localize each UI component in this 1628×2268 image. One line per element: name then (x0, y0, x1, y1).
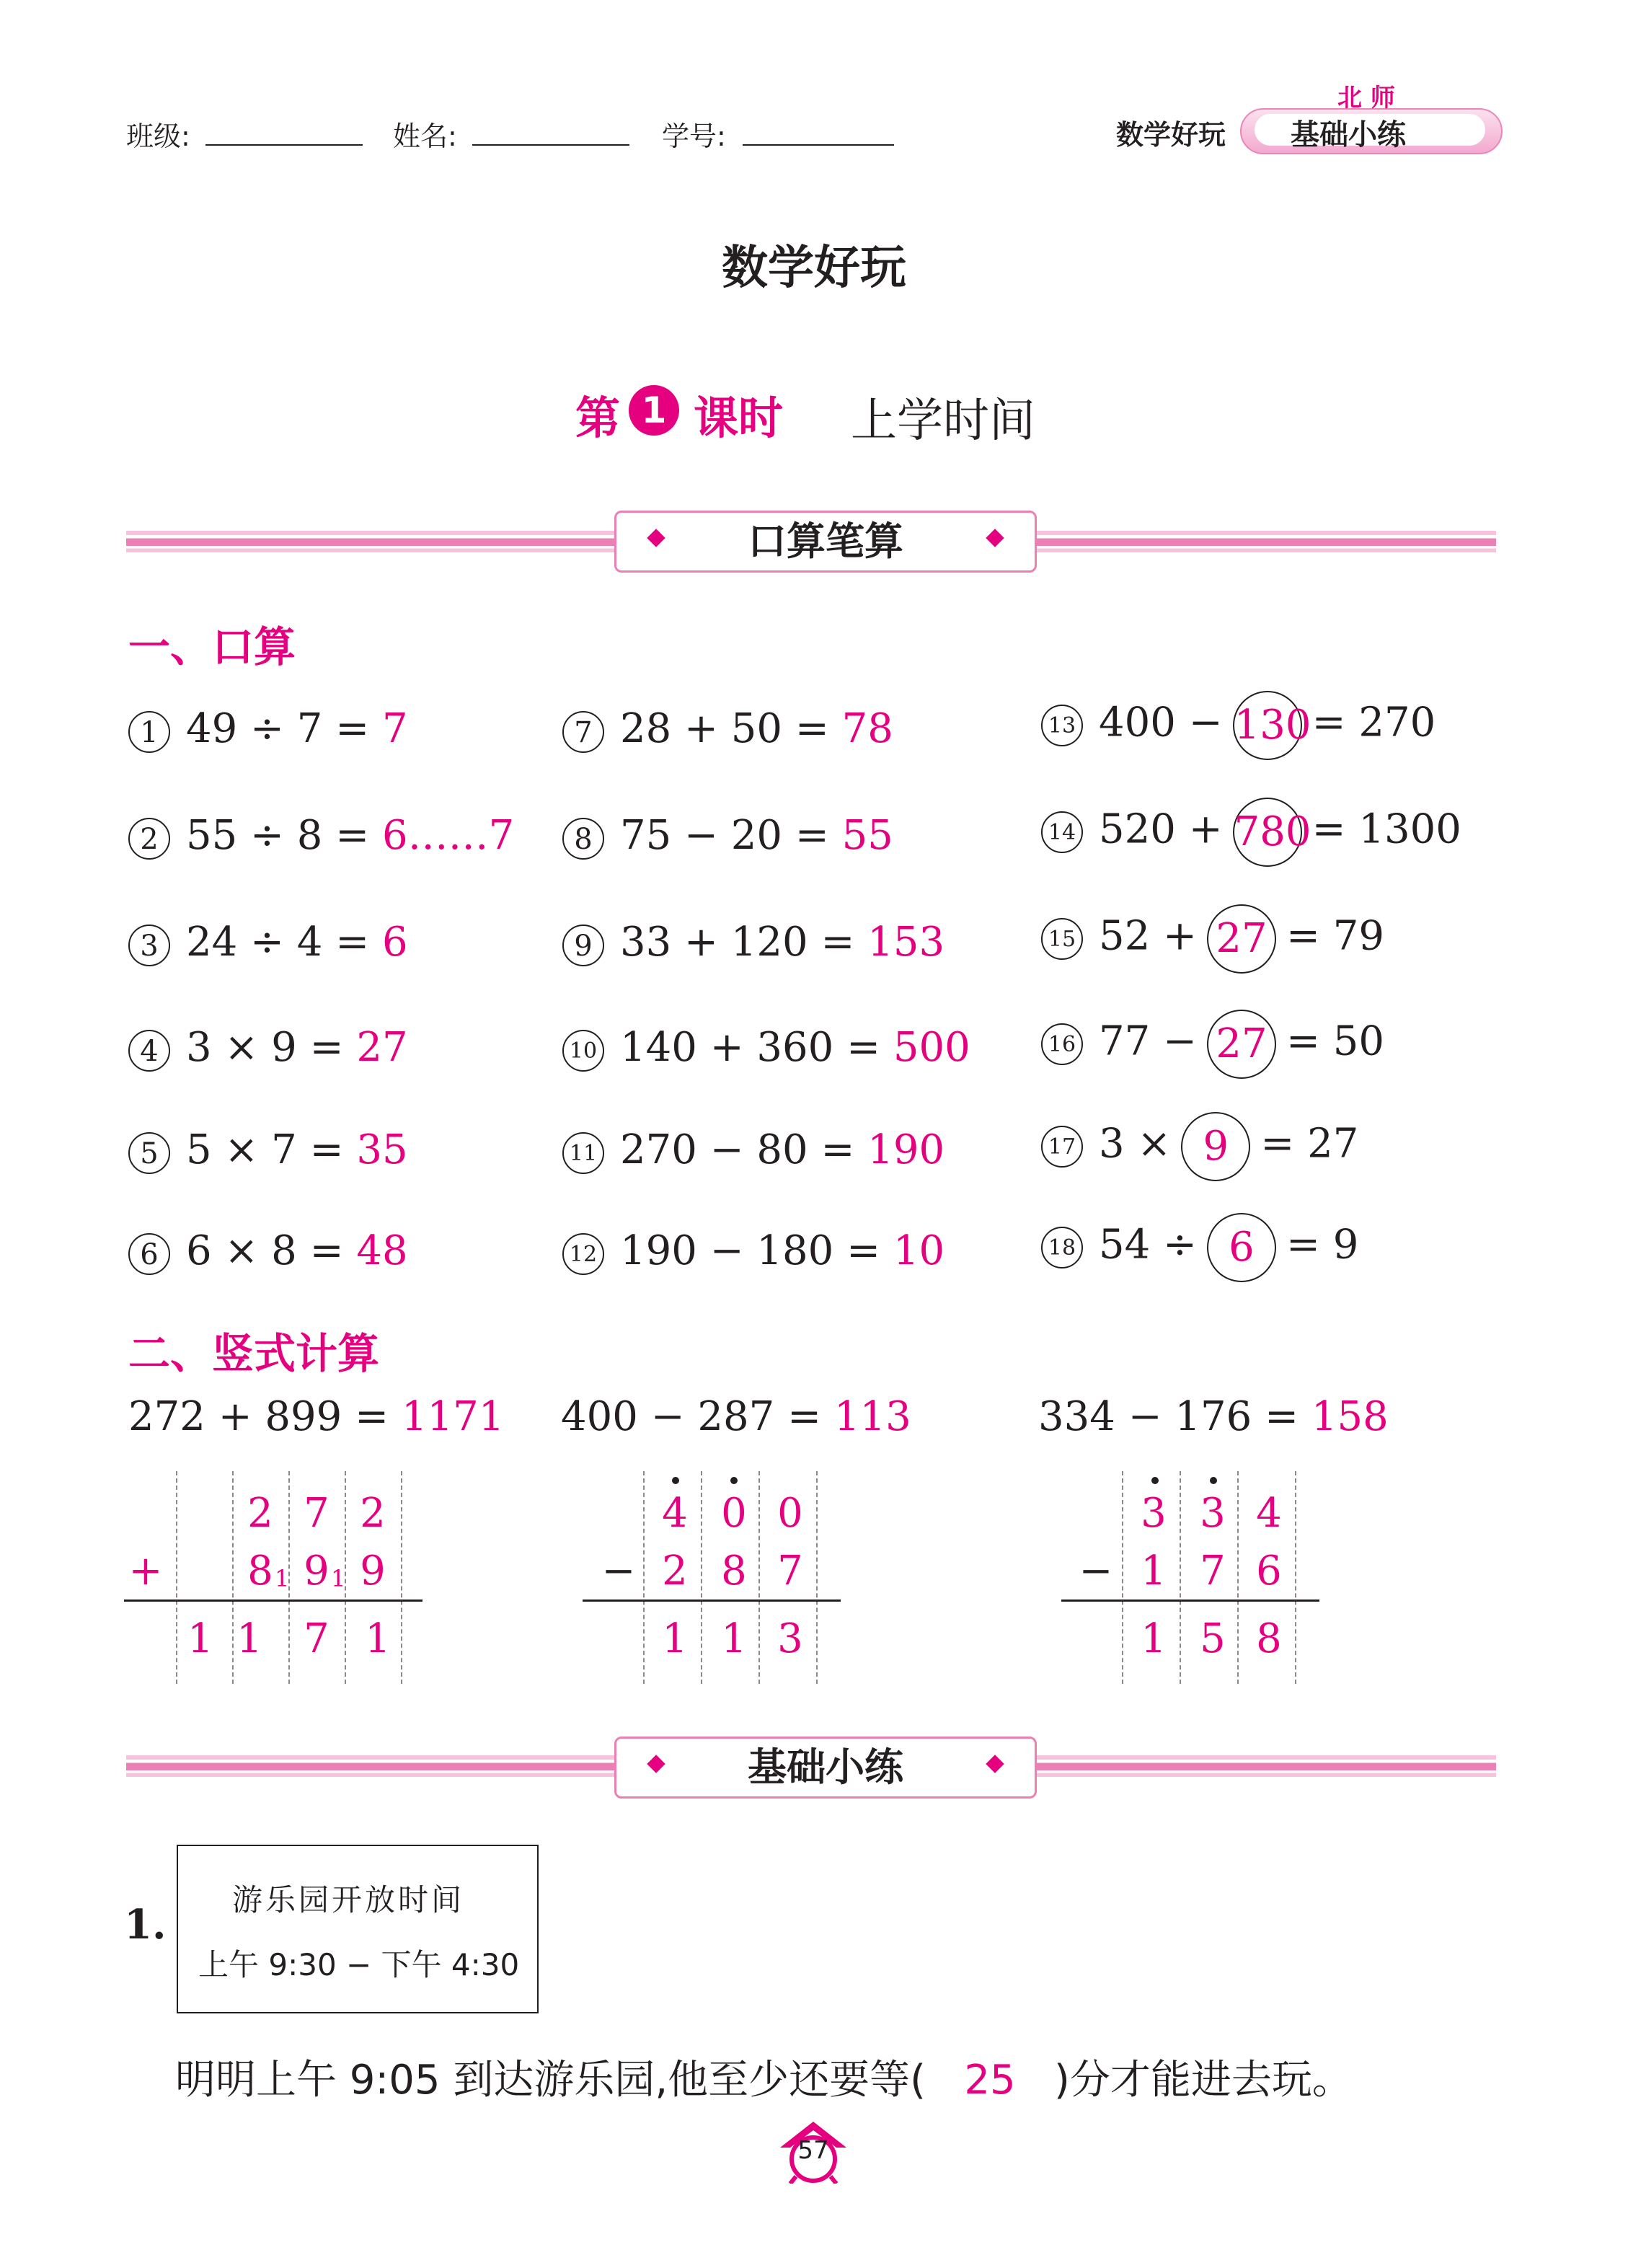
column-guide (1180, 1471, 1181, 1684)
problem-number: 14 (1041, 811, 1083, 853)
digit: 7 (1200, 1548, 1226, 1594)
digit: 8 (247, 1548, 273, 1594)
digit: 2 (247, 1490, 273, 1537)
question-text-start: 明明上午 9:05 到达游乐园,他至少还要等( (175, 2057, 926, 2104)
diamond-icon (986, 529, 1004, 547)
problem-expression: 520 + (1099, 806, 1223, 853)
problem-number: 4 (128, 1030, 170, 1072)
notice-hours: 上午 9:30 − 下午 4:30 (198, 1947, 520, 1982)
circled-answer: 27 (1207, 1010, 1276, 1079)
lesson-topic: 上学时间 (851, 394, 1035, 448)
circled-answer: 27 (1207, 904, 1276, 974)
oral-problem (128, 705, 408, 753)
problem-result: = 1300 (1311, 806, 1461, 853)
borrow-dot (730, 1477, 738, 1484)
oral-problem (562, 919, 944, 966)
operator: + (128, 1548, 163, 1594)
oral-problem (562, 1024, 970, 1072)
problem-expression: 334 − 176 = (1038, 1393, 1299, 1440)
question-number: 1. (124, 1901, 167, 1949)
diamond-icon (647, 529, 665, 547)
problem-number: 6 (128, 1233, 170, 1275)
problem-answer: 7 (381, 705, 408, 752)
digit: 2 (360, 1490, 386, 1537)
page-title: 数学好玩 (722, 242, 906, 295)
oral-problem (562, 1126, 944, 1174)
problem-result: = 270 (1311, 699, 1436, 746)
digit: 1 (187, 1615, 213, 1662)
problem-expression: 24 ÷ 4 = (186, 919, 370, 966)
digit: 9 (304, 1548, 329, 1594)
question-text-end: )分才能进去玩。 (1054, 2057, 1353, 2104)
problem-result: = 79 (1286, 912, 1384, 960)
problem-number: 10 (562, 1030, 604, 1072)
diamond-icon (647, 1755, 665, 1773)
oral-problem (1041, 904, 1384, 974)
problem-expression: 6 × 8 = (186, 1227, 344, 1274)
digit: 4 (662, 1490, 688, 1537)
oral-problem (128, 812, 514, 860)
digit: 2 (662, 1548, 688, 1594)
lesson-prefix: 第 (575, 392, 621, 444)
operator: − (601, 1548, 636, 1594)
brand-publisher: 北 师 (1337, 84, 1395, 112)
column-guide (176, 1471, 177, 1684)
circled-answer: 6 (1207, 1213, 1276, 1282)
digit: 0 (721, 1490, 747, 1537)
oral-problem (1041, 1010, 1384, 1079)
problem-number: 17 (1041, 1126, 1083, 1168)
circled-answer: 130 (1233, 691, 1302, 760)
problem-number: 3 (128, 925, 170, 966)
column-guide (758, 1471, 760, 1684)
problem-answer: 190 (867, 1126, 945, 1173)
banner-title: 口算笔算 (748, 519, 903, 564)
problem-number: 13 (1041, 705, 1083, 746)
banner-title: 基础小练 (748, 1744, 903, 1790)
problem-answer: 6……7 (381, 812, 515, 859)
problem-expression: 55 ÷ 8 = (186, 812, 370, 859)
brand-series-name: 基础小练 (1291, 118, 1406, 151)
vertical-problem-statement (561, 1393, 911, 1440)
carry-digit: 1 (331, 1565, 346, 1592)
problem-answer: 78 (841, 705, 893, 752)
borrow-dot (1151, 1477, 1159, 1484)
problem-number: 15 (1041, 918, 1083, 960)
problem-expression: 140 + 360 = (620, 1024, 881, 1071)
circled-answer: 9 (1181, 1112, 1250, 1181)
problem-answer: 500 (893, 1024, 970, 1071)
problem-number: 2 (128, 818, 170, 860)
vertical-problem-statement (128, 1393, 504, 1440)
digit: 1 (365, 1615, 391, 1662)
column-guide (816, 1471, 818, 1684)
digit: 7 (304, 1615, 329, 1662)
class-blank (205, 144, 363, 146)
notice-title: 游乐园开放时间 (232, 1882, 465, 1918)
lesson-suffix: 课时 (694, 392, 784, 444)
question-answer: 25 (964, 2057, 1016, 2104)
problem-answer: 158 (1311, 1393, 1389, 1440)
oral-problem (1041, 691, 1435, 760)
digit: 1 (236, 1615, 262, 1662)
class-label: 班级: (126, 120, 190, 152)
problem-expression: 3 × (1099, 1120, 1172, 1168)
unit-label: 数学好玩 (1116, 119, 1226, 151)
oral-problem (1041, 798, 1461, 867)
problem-number: 8 (562, 818, 604, 860)
problem-number: 5 (128, 1132, 170, 1174)
problem-answer: 113 (833, 1393, 911, 1440)
column-guide (1122, 1471, 1123, 1684)
circled-answer: 780 (1233, 798, 1302, 867)
problem-number: 1 (128, 711, 170, 753)
problem-expression: 52 + (1099, 912, 1197, 960)
section-heading-vertical: 二、竖式计算 (128, 1329, 380, 1378)
oral-problem (562, 812, 893, 860)
digit: 1 (1141, 1615, 1167, 1662)
column-guide (643, 1471, 645, 1684)
digit: 3 (777, 1615, 803, 1662)
oral-problem (128, 1227, 408, 1275)
problem-number: 18 (1041, 1227, 1083, 1268)
student-id-blank (743, 144, 894, 146)
column-guide (401, 1471, 402, 1684)
digit: 7 (304, 1490, 329, 1537)
section-banner-practice (614, 1737, 1037, 1799)
notice-sign (177, 1845, 539, 2013)
digit: 0 (777, 1490, 803, 1537)
problem-expression: 400 − 287 = (561, 1393, 822, 1440)
problem-expression: 190 − 180 = (620, 1227, 881, 1274)
oral-problem (562, 705, 893, 753)
question-text (175, 2048, 1353, 2106)
problem-answer: 153 (867, 919, 945, 966)
problem-number: 7 (562, 711, 604, 753)
difference-line (583, 1599, 841, 1602)
digit: 3 (1141, 1490, 1167, 1537)
digit: 1 (721, 1615, 747, 1662)
problem-result: = 27 (1260, 1120, 1359, 1168)
digit: 9 (360, 1548, 386, 1594)
oral-problem (128, 1126, 408, 1174)
digit: 8 (721, 1548, 747, 1594)
oral-problem (1041, 1112, 1358, 1181)
column-guide (701, 1471, 702, 1684)
problem-expression: 77 − (1099, 1018, 1197, 1065)
section-heading-oral: 一、口算 (128, 622, 296, 671)
oral-problem (128, 919, 408, 966)
problem-answer: 27 (356, 1024, 408, 1071)
problem-answer: 10 (893, 1227, 945, 1274)
name-label: 姓名: (393, 120, 457, 152)
digit: 3 (1200, 1490, 1226, 1537)
lesson-number-badge: 1 (629, 385, 679, 436)
student-id-label: 学号: (662, 120, 726, 152)
problem-answer: 1171 (401, 1393, 505, 1440)
page-number: 57 (797, 2136, 829, 2165)
digit: 6 (1256, 1548, 1282, 1594)
problem-result: = 50 (1286, 1018, 1384, 1065)
problem-number: 16 (1041, 1023, 1083, 1065)
digit: 5 (1200, 1615, 1226, 1662)
column-guide (1237, 1471, 1239, 1684)
diamond-icon (986, 1755, 1004, 1773)
problem-number: 9 (562, 925, 604, 966)
borrow-dot (1210, 1477, 1217, 1484)
digit: 1 (662, 1615, 688, 1662)
name-blank (472, 144, 629, 146)
problem-result: = 9 (1286, 1221, 1359, 1268)
carry-digit: 1 (275, 1565, 290, 1592)
section-banner-calc (614, 511, 1037, 573)
oral-problem (128, 1024, 408, 1072)
problem-number: 11 (562, 1132, 604, 1174)
problem-answer: 55 (841, 812, 893, 859)
problem-answer: 48 (356, 1227, 408, 1274)
operator: − (1079, 1548, 1113, 1594)
problem-expression: 49 ÷ 7 = (186, 705, 370, 752)
vertical-problem-statement (1038, 1393, 1389, 1440)
oral-problem (562, 1227, 944, 1275)
column-guide (1295, 1471, 1296, 1684)
digit: 4 (1256, 1490, 1282, 1537)
problem-expression: 400 − (1099, 699, 1223, 746)
sum-line (124, 1599, 423, 1602)
digit: 1 (1141, 1548, 1167, 1594)
problem-number: 12 (562, 1233, 604, 1275)
borrow-dot (672, 1477, 679, 1484)
problem-expression: 5 × 7 = (186, 1126, 344, 1173)
problem-expression: 272 + 899 = (128, 1393, 389, 1440)
digit: 8 (1256, 1615, 1282, 1662)
problem-expression: 54 ÷ (1099, 1221, 1197, 1268)
problem-answer: 35 (356, 1126, 408, 1173)
problem-answer: 6 (381, 919, 408, 966)
problem-expression: 270 − 80 = (620, 1126, 855, 1173)
problem-expression: 3 × 9 = (186, 1024, 344, 1071)
oral-problem (1041, 1213, 1358, 1282)
problem-expression: 28 + 50 = (620, 705, 829, 752)
problem-expression: 75 − 20 = (620, 812, 829, 859)
digit: 7 (777, 1548, 803, 1594)
problem-expression: 33 + 120 = (620, 919, 855, 966)
difference-line (1061, 1599, 1319, 1602)
